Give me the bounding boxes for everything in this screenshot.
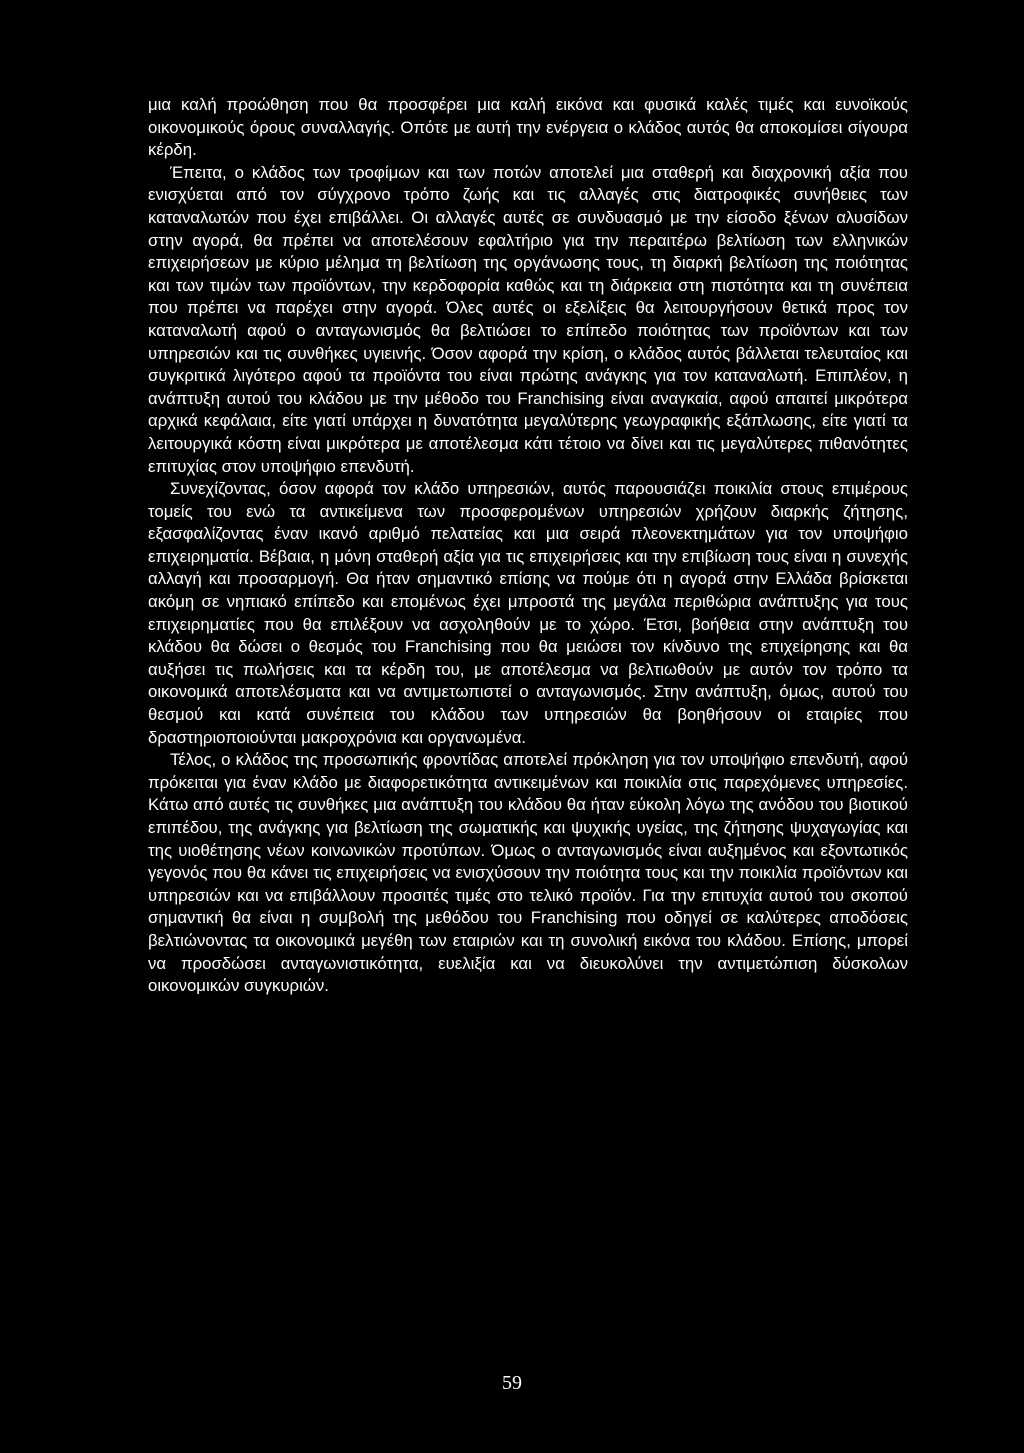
paragraph-personal-care-sector: Τέλος, ο κλάδος της προσωπικής φροντίδας αποτελεί πρόκληση για τον υποψήφιο επενδυτή, αφού πρόκειται για έναν κλάδο με διαφορετικότητα αντικειμένων και ποικιλία στις παρεχόμενες υπηρεσίες. Κάτω από αυτές τις συνθήκες μια ανάπτυξη του κλάδου θα ήταν εύκολη λόγω της ανόδου του βιοτικού επιπέδου, της ανάγκης για βελτίωση της σωματικής και ψυχικής υγείας, της ζήτησης ψυχαγωγίας και της υιοθέτησης νέων κοινωνικών προτύπων. Όμως ο ανταγωνισμός είναι αυξημένος και εξοντωτικός γεγονός που θα κάνει τις επιχειρήσεις να ενισχύσουν την ποιότητα τους και την ποικιλία προϊόντων και υπηρεσιών και να επιβάλλουν προσιτές τιμές στο τελικό προϊόν. Για την επιτυχία αυτού του σκοπού σημαντική θα είναι η συμβολή της μεθόδου του Franchising που οδηγεί σε καλύτερες αποδόσεις βελτιώνοντας τα οικονομικά μεγέθη των εταιριών και τη συνολική εικόνα του κλάδου. Επίσης, μπορεί να προσδώσει ανταγωνιστικότητα, ευελιξία και να διευκολύνει την αντιμετώπιση δύσκολων οικονομικών συγκυριών. (148, 750, 908, 996)
body-text (148, 94, 908, 998)
paragraph-continuation: μια καλή προώθηση που θα προσφέρει μια καλή εικόνα και φυσικά καλές τιμές και ευνοϊκούς οικονομικούς όρους συναλλαγής. Οπότε με αυτή την ενέργεια ο κλάδος αυτός θα αποκομίσει σίγουρα κέρδη. (148, 95, 908, 160)
paragraph-services-sector: Συνεχίζοντας, όσον αφορά τον κλάδο υπηρεσιών, αυτός παρουσιάζει ποικιλία στους επιμέρους τομείς του ενώ τα αντικείμενα των προσφερομένων υπηρεσιών χρήζουν διαρκής ζήτησης, εξασφαλίζοντας έναν ικανό αριθμό πελατείας και μια σειρά πλεονεκτημάτων για τον υποψήφιο επιχειρηματία. Βέβαια, η μόνη σταθερή αξία για τις επιχειρήσεις και την επιβίωση τους είναι η συνεχής αλλαγή και προσαρμογή. Θα ήταν σημαντικό επίσης να πούμε ότι η αγορά στην Ελλάδα βρίσκεται ακόμη σε νηπιακό επίπεδο και επομένως έχει μπροστά της μεγάλα περιθώρια ανάπτυξης για τους επιχειρηματίες που θα επιλέξουν να ασχοληθούν με το χώρο. Έτσι, βοήθεια στην ανάπτυξη του κλάδου θα δώσει ο θεσμός του Franchising που θα μειώσει τον κίνδυνο της επιχείρησης και θα αυξήσει τις πωλήσεις και τα κέρδη του, με αποτέλεσμα να βελτιωθούν με αυτόν τον τρόπο τα οικονομικά αποτελέσματα και να αντιμετωπιστεί ο ανταγωνισμός. Στην ανάπτυξη, όμως, αυτού του θεσμού και κατά συνέπεια του κλάδου των υπηρεσιών θα βοηθήσουν οι εταιρίες που δραστηριοποιούνται μακροχρόνια και οργανωμένα. (148, 479, 908, 747)
page-number: 59 (502, 1372, 522, 1394)
paragraph-food-sector: Έπειτα, ο κλάδος των τροφίμων και των ποτών αποτελεί μια σταθερή και διαχρονική αξία που ενισχύεται από τον σύγχρονο τρόπο ζωής και τις αλλαγές στις διατροφικές συνήθειες των καταναλωτών που έχει επιβάλλει. Οι αλλαγές αυτές σε συνδυασμό με την είσοδο ξένων αλυσίδων στην αγορά, θα πρέπει να αποτελέσουν εφαλτήριο για την περαιτέρω βελτίωση των ελληνικών επιχειρήσεων με κύριο μέλημα τη βελτίωση της οργάνωσης τους, τη διαρκή βελτίωση της ποιότητας και των τιμών των προϊόντων, την κερδοφορία καθώς και τη διάρκεια στη πιστότητα και τη συνέπεια που πρέπει να παρέχει στην αγορά. Όλες αυτές οι εξελίξεις θα λειτουργήσουν θετικά προς τον καταναλωτή αφού ο ανταγωνισμός θα βελτιώσει το επίπεδο ποιότητας των προϊόντων και των υπηρεσιών και τις συνθήκες υγιεινής. Όσον αφορά την κρίση, ο κλάδος αυτός βάλλεται τελευταίος και συγκριτικά λιγότερο αφού τα προϊόντα του είναι πρώτης ανάγκης για τον καταναλωτή. Επιπλέον, η ανάπτυξη αυτού του κλάδου με την μέθοδο του Franchising είναι αναγκαία, αφού απαιτεί μικρότερα αρχικά κεφάλαια, είτε γιατί υπάρχει η δυνατότητα μεγαλύτερης γεωγραφικής εξάπλωσης, είτε γιατί τα λειτουργικά κόστη είναι μικρότερα με αποτέλεσμα κάτι τέτοιο να δίνει και τις μεγαλύτερες πιθανότητες επιτυχίας στον υποψήφιο επενδυτή. (148, 162, 908, 476)
